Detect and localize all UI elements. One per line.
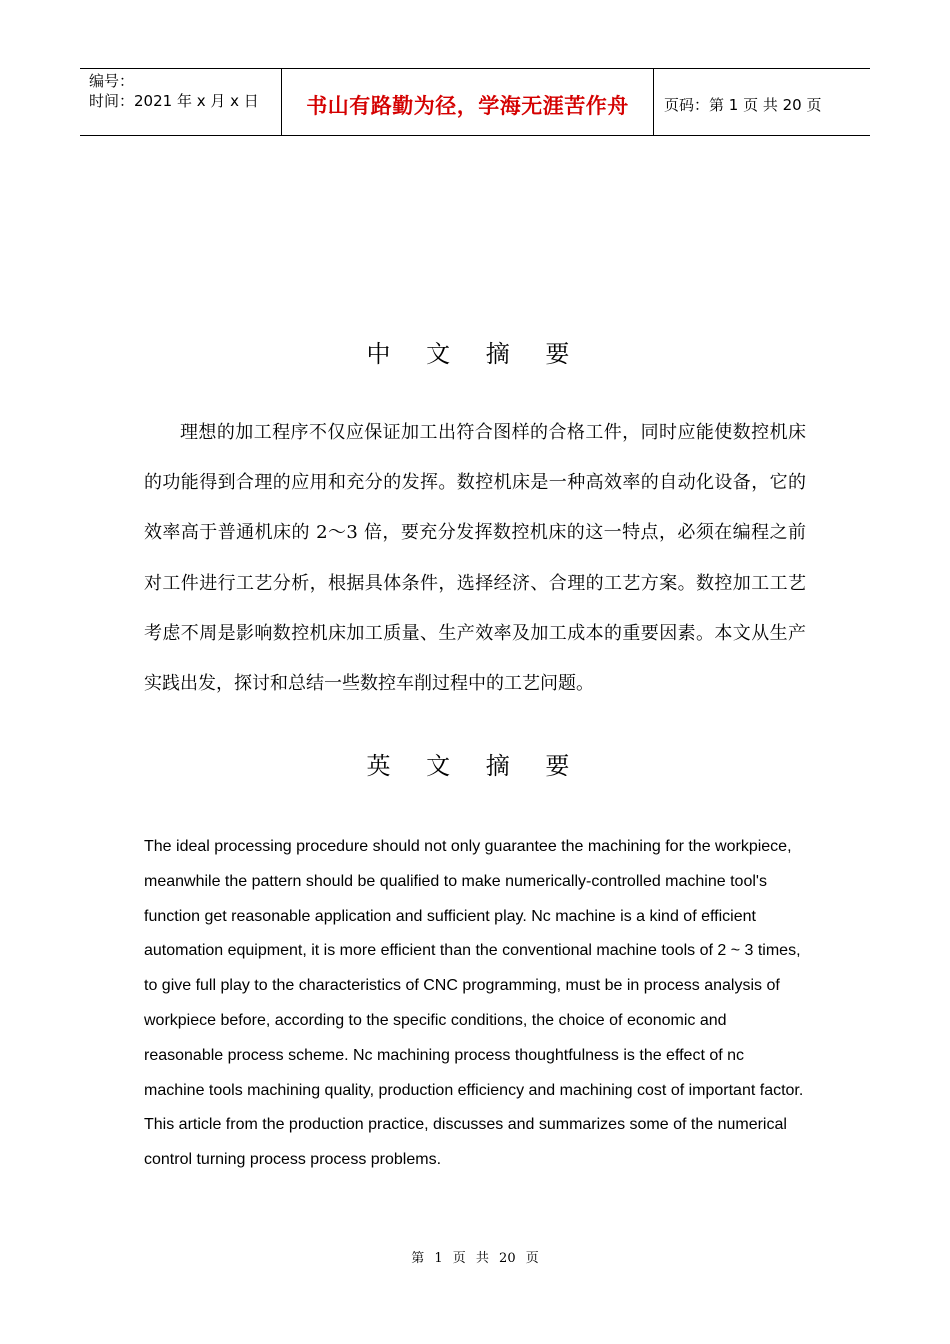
english-abstract-body: The ideal processing procedure should not only guarantee the machining for the workpiece, meanwhile the pattern should be qualified to make numerically-controlled machine tool's function get reasonable application and sufficient play. Nc machine is a kind of efficient automation equipment, it is more efficient than the conventional machine tools of 2 ~ 3 times, to give full play to the characteristics of CNC programming, must be in process analysis of workpiece before, according to the specific conditions, the choice of economic and reasonable process scheme. Nc machining process thoughtfulness is the effect of nc machine tools machining quality, production efficiency and machining cost of important factor. This article from the production practice, discusses and summarizes some of the numerical control turning process process problems. — [144, 838, 804, 1169]
header-motto: 书山有路勤为径，学海无涯苦作舟 — [306, 94, 629, 118]
header-page-cell — [654, 69, 870, 135]
document-header — [80, 68, 870, 136]
document-number-label: 编号： — [89, 72, 135, 90]
page-footer: 第 1 页 共 20 页 — [411, 1251, 539, 1266]
chinese-abstract-body: 理想的加工程序不仅应保证加工出符合图样的合格工件，同时应能使数控机床的功能得到合理的应用和充分的发挥。数控机床是一种高效率的自动化设备，它的效率高于普通机床的 2～3 倍，要充分发挥数控机床的这一特点，必须在编程之前对工件进行工艺分析，根据具体条件，选择经济、合理的工艺方案。数控加工工艺考虑不周是影响数控机床加工质量、生产效率及加工成本的重要因素。本文从生产实践出发，探讨和总结一些数控车削过程中的工艺问题。 — [144, 422, 806, 695]
english-abstract-title: 英 文 摘 要 — [366, 752, 584, 780]
chinese-abstract-title: 中 文 摘 要 — [366, 340, 584, 368]
header-meta-cell — [80, 69, 282, 135]
document-date: 时间：2021 年 x 月 x 日 — [89, 92, 259, 110]
header-page-info: 页码：第 1 页 共 20 页 — [664, 95, 822, 114]
header-motto-cell — [282, 69, 654, 135]
